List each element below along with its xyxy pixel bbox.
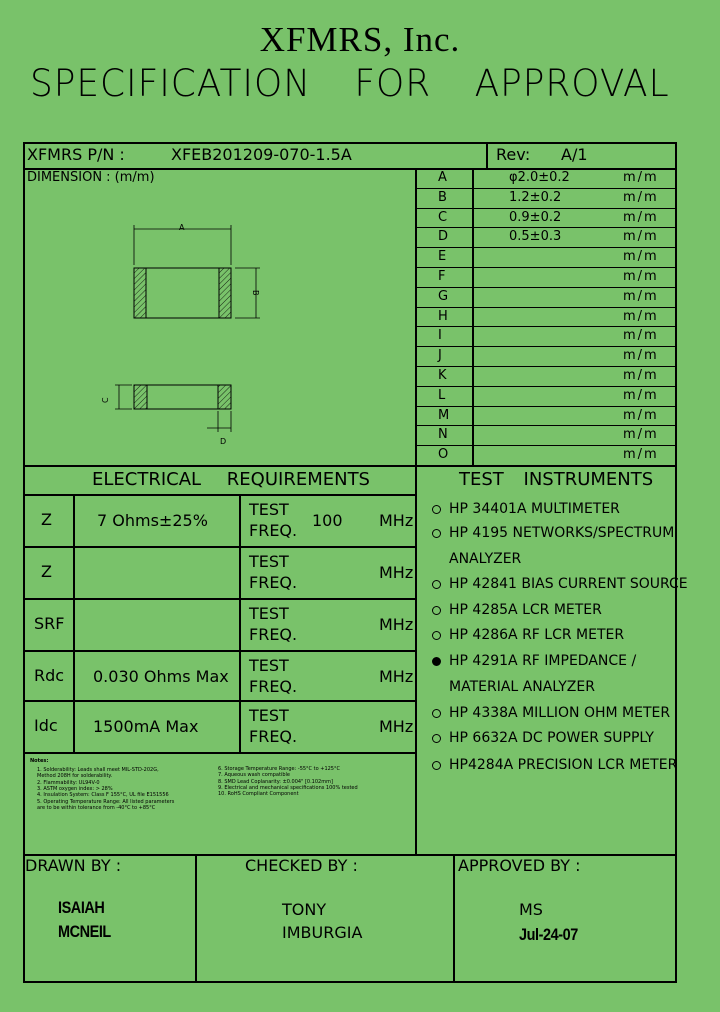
radio-unselected-icon [432, 761, 441, 770]
instrument-name: HP 4285A LCR METER [449, 602, 602, 618]
dimension-label: DIMENSION : (m/m) [27, 170, 155, 185]
note-line: 4. Insulation System: Class F 155°C, UL file E151556 [37, 792, 169, 799]
note-line: 9. Electrical and mechanical specifications 100% tested [218, 784, 358, 791]
freq-unit: MHz [379, 667, 414, 686]
dimension-letter: A [438, 170, 447, 185]
freq-label: FREQ. [249, 625, 298, 644]
freq-unit: MHz [379, 615, 414, 634]
radio-unselected-icon [432, 606, 441, 615]
radio-unselected-icon [432, 505, 441, 514]
note-line: 10. RoHS Compliant Component [218, 791, 299, 798]
terminal-right [219, 268, 231, 318]
dimension-unit: m/m [623, 368, 659, 383]
note-line: 8. SMD Lead Coplanarity: ±0.004" [0.102mm] [218, 778, 333, 785]
dimension-unit: m/m [623, 328, 659, 343]
dim-a-label: A [179, 223, 185, 232]
approved-by-label: APPROVED BY : [458, 856, 581, 875]
dimension-value: 0.5±0.3 [509, 229, 562, 244]
note-line: 2. Flammability: UL94V-0 [37, 779, 100, 786]
freq-label: FREQ. [249, 677, 298, 696]
freq-unit: MHz [379, 717, 414, 736]
note-line: are to be within tolerance from -40°C to +85°C [37, 804, 156, 811]
instrument-name: HP 4291A RF IMPEDANCE / [449, 653, 637, 669]
instruments-heading: TEST INSTRUMENTS [459, 469, 654, 490]
approved-by-name: MS [519, 900, 543, 919]
test-label: TEST [249, 656, 289, 675]
checked-by-name-first: TONY [282, 900, 327, 919]
electrical-param: Rdc [34, 666, 65, 685]
electrical-param: Z [41, 562, 52, 581]
electrical-param: Z [41, 510, 52, 529]
radio-unselected-icon [432, 631, 441, 640]
notes-heading: Notes: [30, 758, 49, 764]
freq-value: 100 [312, 511, 343, 530]
dimension-row-divider [415, 406, 676, 407]
test-label: TEST [249, 604, 289, 623]
revision-value: A/1 [561, 145, 588, 164]
drawn-by-name-first: ISAIAH [58, 898, 105, 917]
instrument-name: HP 4286A RF LCR METER [449, 627, 625, 643]
radio-unselected-icon [432, 580, 441, 589]
dimension-unit: m/m [623, 309, 659, 324]
dimension-letter: E [438, 249, 447, 264]
dimension-row-divider [415, 188, 676, 189]
checked-by-label: CHECKED BY : [245, 856, 358, 875]
dimension-letter: D [438, 229, 449, 244]
dimension-letter: L [438, 388, 446, 403]
dimension-letter: K [438, 368, 447, 383]
dimension-row-divider [415, 307, 676, 308]
freq-unit: MHz [379, 511, 414, 530]
dimension-row-divider [415, 445, 676, 446]
instrument-name: HP 6632A DC POWER SUPPLY [449, 730, 654, 746]
terminal-left [134, 268, 146, 318]
freq-label: FREQ. [249, 727, 298, 746]
instrument-name: HP4284A PRECISION LCR METER [449, 757, 678, 773]
dimension-row-divider [415, 326, 676, 327]
dimension-letter: N [438, 427, 448, 442]
instrument-name-cont: MATERIAL ANALYZER [449, 679, 595, 695]
dimension-row-divider [415, 386, 676, 387]
radio-selected-icon [432, 657, 441, 666]
electrical-param: Idc [34, 716, 58, 735]
dimension-letter: G [438, 289, 449, 304]
test-label: TEST [249, 500, 289, 519]
drawn-by-label: DRAWN BY : [25, 856, 122, 875]
document-title: SPECIFICATION FOR APPROVAL [30, 62, 670, 105]
freq-unit: MHz [379, 563, 414, 582]
note-line: 5. Operating Temperature Range: All listed parameters [37, 798, 175, 805]
test-label: TEST [249, 552, 289, 571]
electrical-param: SRF [34, 614, 65, 633]
instrument-name-cont: ANALYZER [449, 551, 522, 567]
electrical-value: 1500mA Max [93, 717, 199, 736]
dimension-row-divider [415, 208, 676, 209]
radio-unselected-icon [432, 709, 441, 718]
dimension-letter: C [438, 210, 448, 225]
dimension-row-divider [415, 227, 676, 228]
approved-date: Jul-24-07 [519, 925, 578, 944]
electrical-value: 7 Ohms±25% [97, 511, 208, 530]
dim-d-label: D [220, 437, 227, 446]
instrument-name: HP 4195 NETWORKS/SPECTRUM [449, 525, 675, 541]
part-number-value: XFEB201209-070-1.5A [171, 145, 352, 164]
note-line: 1. Solderability: Leads shall meet MIL-STD-202G, [37, 767, 159, 773]
instrument-name: HP 34401A MULTIMETER [449, 501, 620, 517]
part-number-label: XFMRS P/N : [27, 145, 125, 164]
dimension-unit: m/m [623, 348, 659, 363]
dim-c-label: C [101, 397, 110, 403]
instrument-name: HP 42841 BIAS CURRENT SOURCE [449, 576, 688, 592]
dimension-unit: m/m [623, 427, 659, 442]
revision-label: Rev: [496, 145, 531, 164]
electrical-value: 0.030 Ohms Max [93, 667, 229, 686]
freq-label: FREQ. [249, 573, 298, 592]
component-drawing [95, 210, 275, 460]
dimension-letter: J [438, 348, 442, 363]
company-name: XFMRS, Inc. [259, 20, 461, 59]
radio-unselected-icon [432, 529, 441, 538]
dimension-letter: H [438, 309, 448, 324]
dimension-letter: O [438, 447, 449, 462]
note-line: 3. ASTM oxygen index: > 28% [37, 785, 113, 792]
dimension-unit: m/m [623, 210, 659, 225]
dimension-value: φ2.0±0.2 [509, 170, 570, 185]
dimension-value: 0.9±0.2 [509, 210, 562, 225]
radio-unselected-icon [432, 734, 441, 743]
dimension-letter: F [438, 269, 446, 284]
test-label: TEST [249, 706, 289, 725]
dimension-unit: m/m [623, 447, 659, 462]
dimension-letter: I [438, 328, 442, 343]
dim-b-label: B [251, 290, 260, 296]
note-line: Method 208H for solderability. [37, 773, 113, 780]
dimension-row-divider [415, 346, 676, 347]
dimension-row-divider [415, 287, 676, 288]
note-line: 6. Storage Temperature Range: -55°C to +125°C [218, 766, 340, 772]
dimension-letter: B [438, 190, 447, 205]
dimension-unit: m/m [623, 408, 659, 423]
checked-by-name-last: IMBURGIA [282, 923, 363, 942]
dimension-letter: M [438, 408, 450, 423]
dimension-unit: m/m [623, 388, 659, 403]
dimension-row-divider [415, 366, 676, 367]
instrument-name: HP 4338A MILLION OHM METER [449, 705, 671, 721]
dimension-row-divider [415, 247, 676, 248]
dimension-row-divider [415, 267, 676, 268]
note-line: 7. Aqueous wash compatible [218, 772, 290, 779]
dimension-value: 1.2±0.2 [509, 190, 562, 205]
dimension-unit: m/m [623, 269, 659, 284]
dimension-unit: m/m [623, 190, 659, 205]
freq-label: FREQ. [249, 521, 298, 540]
dimension-unit: m/m [623, 249, 659, 264]
drawn-by-name-last: MCNEIL [58, 922, 111, 941]
dimension-unit: m/m [623, 289, 659, 304]
electrical-heading: ELECTRICAL REQUIREMENTS [92, 469, 370, 490]
dimension-unit: m/m [623, 229, 659, 244]
dimension-row-divider [415, 425, 676, 426]
dimension-unit: m/m [623, 170, 659, 185]
